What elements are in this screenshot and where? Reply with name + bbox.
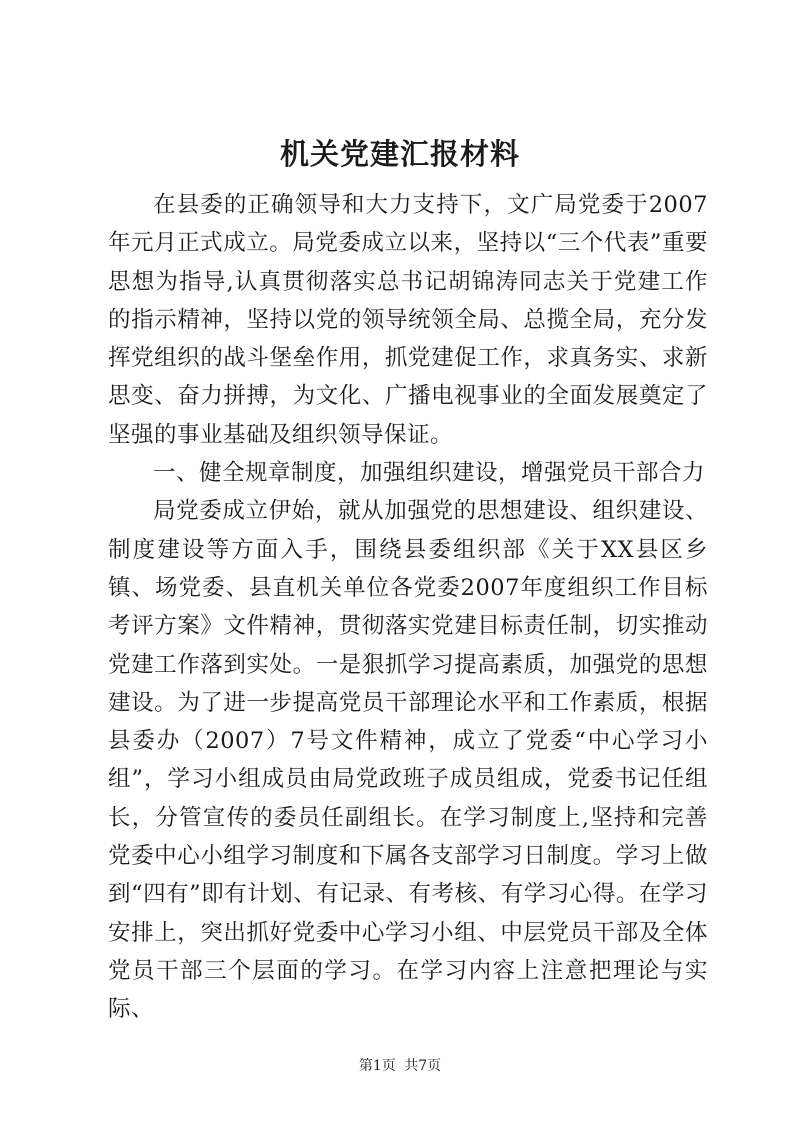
paragraph-intro: 在县委的正确领导和大力支持下，文广局党委于2007年元月正式成立。局党委成立以来，坚持以“三个代表”重要思想为指导,认真贯彻落实总书记胡锦涛同志关于党建工作的指示精神，坚持以党的领导统领全局、总揽全局，充分发挥党组织的战斗堡垒作用，抓党建促工作，求真务实、求新思变、奋力拼搏，为文化、广播电视事业的全面发展奠定了坚强的事业基础及组织领导保证。 <box>108 192 708 448</box>
paragraph-section-1: 局党委成立伊始，就从加强党的思想建设、组织建设、制度建设等方面入手，围绕县委组织部《关于XX县区乡镇、场党委、县直机关单位各党委2007年度组织工作目标考评方案》文件精神，贯彻落实党建目标责任制，切实推动党建工作落到实处。一是狠抓学习提高素质，加强党的思想建设。为了进一步提高党员干部理论水平和工作素质，根据县委办（2007）7号文件精神，成立了党委“中心学习小组”，学习小组成员由局党政班子成员组成，党委书记任组长，分管宣传的委员任副组长。在学习制度上,坚持和完善党委中心小组学习制度和下属各支部学习日制度。学习上做到“四有”即有计划、有记录、有考核、有学习心得。在学习安排上，突出抓好党委中心学习小组、中层党员干部及全体党员干部三个层面的学习。在学习内容上注意把理论与实际、 <box>108 498 708 1023</box>
section-heading-1: 一、健全规章制度，加强组织建设，增强党员干部合力 <box>153 460 706 487</box>
page-number: 第1页 <box>358 1058 396 1074</box>
page-total: 共7页 <box>404 1058 442 1074</box>
page-footer <box>0 1056 800 1076</box>
document-title: 机关党建汇报材料 <box>279 137 520 171</box>
document-body <box>108 186 708 1029</box>
